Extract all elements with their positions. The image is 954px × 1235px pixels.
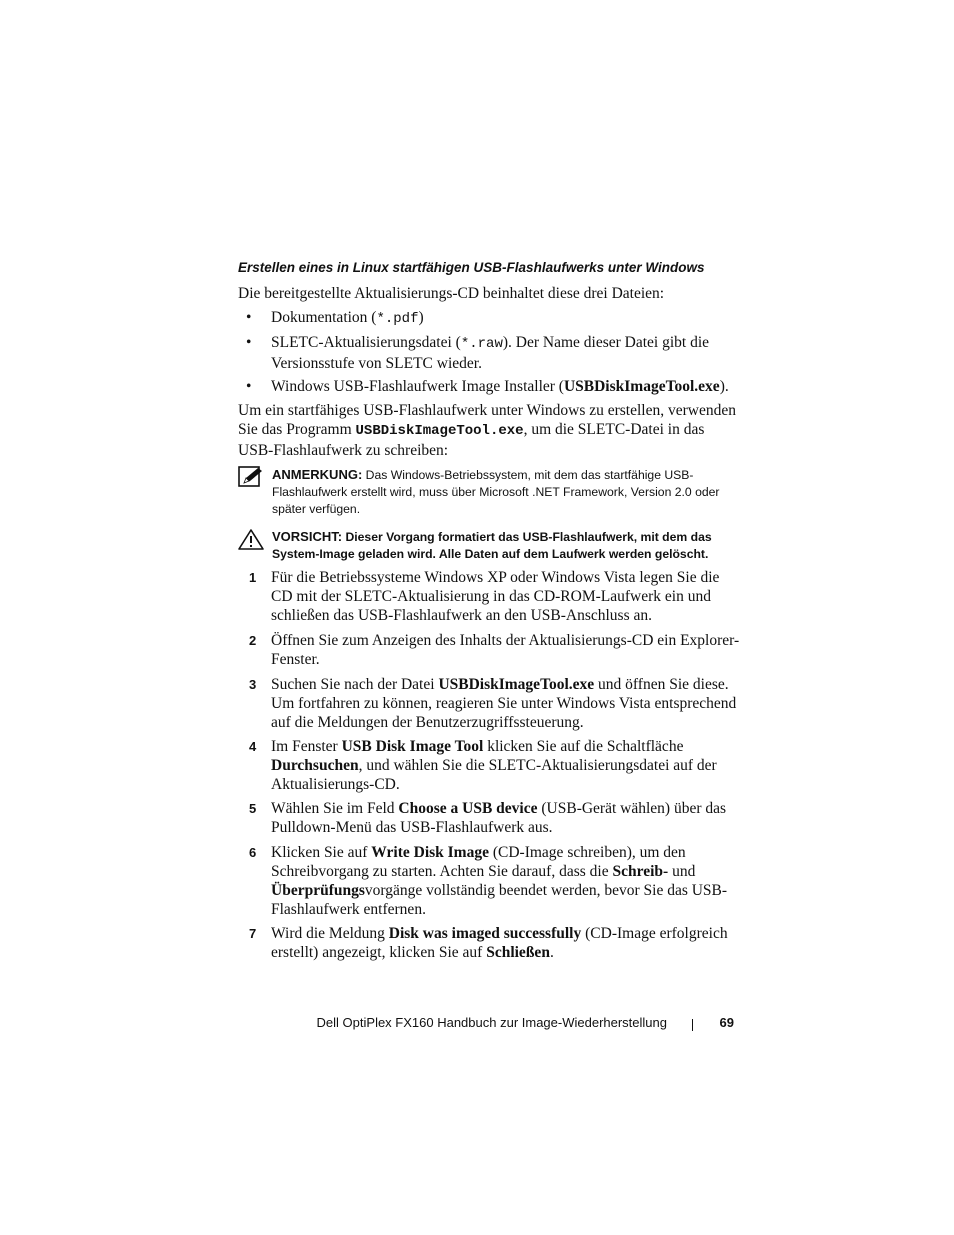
ui-term: Write Disk Image xyxy=(371,844,489,861)
step-text: . xyxy=(549,944,554,961)
file-name: USBDiskImageTool.exe xyxy=(438,676,595,693)
step-text: Im Fenster xyxy=(271,738,342,755)
paragraph-text: , um die SLETC-Datei in das USB-Flashlaufwerk zu schreiben: xyxy=(238,421,705,459)
bullet-marker: • xyxy=(246,378,252,395)
paragraph-text: Um ein startfähiges USB-Flashlaufwerk unter Windows zu erstellen, verwenden Sie das Programm xyxy=(238,402,736,438)
step-text: und öffnen Sie diese. Um fortfahren zu können, reagieren Sie unter Windows Vista entsprechend auf die Meldungen der Benutzerzugriffssteuerung. xyxy=(271,676,737,731)
instruction-paragraph xyxy=(238,401,738,460)
step-text: (CD-Image erfolgreich erstellt) angezeigt, klicken Sie auf xyxy=(271,925,728,961)
step-text: und xyxy=(668,863,696,880)
caution-label: VORSICHT: xyxy=(272,529,343,544)
step-number: 2 xyxy=(249,633,257,648)
step-text: (CD-Image schreiben), um den Schreibvorgang zu starten. Achten Sie darauf, dass die xyxy=(271,844,686,880)
step-number: 6 xyxy=(249,845,257,860)
file-pattern: *.raw xyxy=(460,336,503,352)
intro-paragraph: Die bereitgestellte Aktualisierungs-CD beinhaltet diese drei Dateien: xyxy=(238,285,665,302)
note-label: ANMERKUNG: xyxy=(272,467,363,482)
page-footer xyxy=(300,1015,738,1035)
list-item-text: Windows USB-Flashlaufwerk Image Installer ( xyxy=(271,378,564,395)
program-name: USBDiskImageTool.exe xyxy=(355,423,524,439)
step-text: Klicken Sie auf xyxy=(271,844,372,861)
note-text: Das Windows-Betriebssystem, mit dem das startfähige USB-Flashlaufwerk erstellt wird, muss über Microsoft .NET Framework, Version 2.0 oder später verfügen. xyxy=(272,468,720,516)
list-item-text: ). Der Name dieser Datei gibt die Versionsstufe von SLETC wieder. xyxy=(271,334,710,372)
list-item-text: SLETC-Aktualisierungsdatei ( xyxy=(271,334,461,351)
step-text: Öffnen Sie zum Anzeigen des Inhalts der Aktualisierungs-CD ein Explorer-Fenster. xyxy=(271,632,740,668)
footer-divider xyxy=(692,1019,693,1031)
step-text: (USB-Gerät wählen) über das Pulldown-Menü das USB-Flashlaufwerk aus. xyxy=(271,800,727,836)
bullet-marker: • xyxy=(246,309,252,326)
list-item-text: ) xyxy=(418,309,424,326)
step-text: Suchen Sie nach der Datei xyxy=(271,676,439,693)
file-pattern: *.pdf xyxy=(376,311,419,327)
step-number: 5 xyxy=(249,801,257,816)
caution-text: Dieser Vorgang formatiert das USB-Flashlaufwerk, mit dem das System-Image geladen wird. Alle Daten auf dem Laufwerk werden gelöscht. xyxy=(272,530,712,561)
step-text: klicken Sie auf die Schaltfläche xyxy=(483,738,684,755)
step-text: Wird die Meldung xyxy=(271,925,389,942)
pencil-note-icon xyxy=(238,466,264,488)
ui-term: USB Disk Image Tool xyxy=(341,738,484,755)
ui-term: Überprüfungs xyxy=(271,882,365,899)
step-number: 1 xyxy=(249,570,257,585)
step-number: 4 xyxy=(249,739,257,754)
footer-title: Dell OptiPlex FX160 Handbuch zur Image-Wiederherstellung xyxy=(316,1015,667,1030)
ui-term: Disk was imaged successfully xyxy=(388,925,582,942)
step-text: Für die Betriebssysteme Windows XP oder Windows Vista legen Sie die CD mit der SLETC-Aktualisierung in das CD-ROM-Laufwerk ein und schließen das USB-Flashlaufwerk an den USB-Anschluss an. xyxy=(271,569,720,624)
list-item-text: ). xyxy=(719,378,729,395)
step-number: 3 xyxy=(249,677,257,692)
bullet-marker: • xyxy=(246,334,252,351)
step-text: Wählen Sie im Feld xyxy=(271,800,399,817)
file-name: USBDiskImageTool.exe xyxy=(563,378,720,395)
warning-triangle-icon xyxy=(238,528,264,550)
ui-term: Choose a USB device xyxy=(398,800,538,817)
page-number: 69 xyxy=(719,1015,734,1030)
ui-term: Schließen xyxy=(486,944,550,961)
step-number: 7 xyxy=(249,926,257,941)
step-text: vorgänge vollständig beendet werden, bevor Sie das USB-Flashlaufwerk entfernen. xyxy=(271,882,728,918)
ui-term: Durchsuchen xyxy=(271,757,359,774)
ui-term: Schreib- xyxy=(612,863,669,880)
list-item-text: Dokumentation ( xyxy=(271,309,377,326)
section-heading: Erstellen eines in Linux startfähigen USB-Flashlaufwerks unter Windows xyxy=(238,260,705,275)
step-text: , und wählen Sie die SLETC-Aktualisierungsdatei auf der Aktualisierungs-CD. xyxy=(271,757,717,793)
